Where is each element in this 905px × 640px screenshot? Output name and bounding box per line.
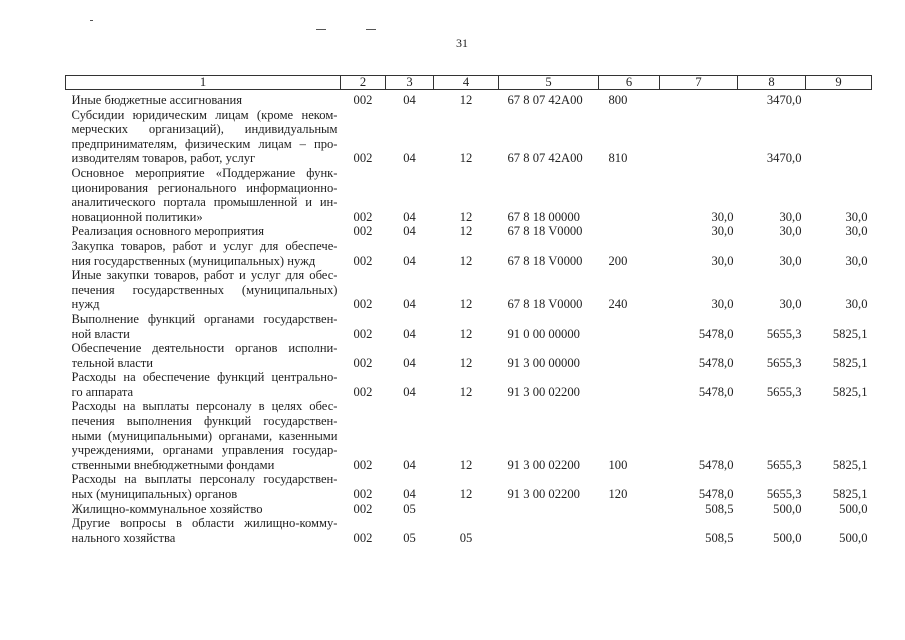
description-line: Выполнение функций органами государствен-	[71, 311, 338, 326]
scan-mark	[90, 20, 93, 21]
column-header-2: 2	[341, 76, 386, 90]
cell-col7	[660, 108, 738, 166]
description-line: Обеспечение деятельности органов исполни-	[71, 341, 338, 356]
description-line: Закупка товаров, работ и услуг для обеспече-	[71, 238, 338, 253]
description-line: ственными внебюджетными фондами	[71, 457, 275, 472]
table-row	[66, 516, 872, 545]
cell-col4: 12	[459, 326, 473, 341]
row-description	[66, 90, 341, 108]
row-description	[66, 502, 341, 517]
cell-col7: 30,0	[711, 253, 734, 268]
description-line: Другие вопросы в области жилищно-комму-	[71, 516, 338, 531]
cell-col9: 5825,1	[832, 457, 868, 472]
cell-col9	[806, 108, 872, 166]
column-header-1: 1	[66, 76, 341, 90]
description-line: тельной власти	[71, 355, 154, 370]
cell-col2: 002	[353, 93, 373, 107]
page-number: 31	[456, 36, 468, 50]
table-row	[66, 399, 872, 472]
cell-col2: 002	[353, 384, 373, 399]
cell-col4: 12	[459, 93, 473, 107]
description-line: Субсидии юридическим лицам (кроме неком-	[71, 107, 338, 122]
cell-col5: 91 0 00 00000	[507, 326, 580, 341]
description-line: аналитического портала промышленной и ин-	[71, 195, 338, 210]
cell-col8: 30,0	[779, 224, 802, 239]
cell-col6	[599, 502, 660, 517]
description-line: Расходы на выплаты персоналу в целях обес-	[71, 399, 338, 414]
cell-col9: 5825,1	[832, 355, 868, 370]
column-header-3: 3	[386, 76, 434, 90]
column-header-7: 7	[660, 76, 738, 90]
table-row	[66, 239, 872, 268]
cell-col3: 04	[403, 224, 416, 239]
description-line: Основное мероприятие «Поддержание функ-	[71, 165, 338, 180]
cell-col4: 05	[459, 530, 473, 545]
cell-col6: 100	[608, 457, 628, 472]
row-description	[66, 399, 341, 472]
table-row	[66, 341, 872, 370]
row-description	[66, 239, 341, 268]
cell-col3: 04	[403, 209, 416, 224]
cell-col7: 5478,0	[698, 487, 734, 502]
cell-col8: 30,0	[779, 253, 802, 268]
cell-col4: 12	[459, 151, 473, 166]
description-line: го аппарата	[71, 384, 134, 399]
cell-col5	[499, 516, 599, 545]
cell-col8: 30,0	[779, 209, 802, 224]
cell-col2: 002	[353, 457, 373, 472]
description-line: нужд	[71, 297, 100, 312]
column-header-6: 6	[599, 76, 660, 90]
table-row	[66, 166, 872, 224]
cell-col3: 05	[403, 501, 416, 516]
description-line: предпринимателям, физическим лицам – про-	[71, 136, 338, 151]
table-row	[66, 90, 872, 108]
description-line: ными (муниципальными) органами, казенными	[71, 428, 338, 443]
cell-col9: 30,0	[845, 224, 868, 239]
cell-col4	[434, 502, 499, 517]
description-line: Расходы на выплаты персоналу государствен-	[71, 472, 338, 487]
description-line: учреждениями, органами управления государ-	[71, 443, 338, 458]
cell-col6: 800	[608, 93, 628, 107]
description-line: печения выполнения функций государствен-	[71, 414, 338, 429]
cell-col5: 67 8 18 V0000	[507, 224, 583, 239]
cell-col5: 67 8 07 42А00	[507, 151, 583, 166]
column-header-9: 9	[806, 76, 872, 90]
cell-col2: 002	[353, 151, 373, 166]
cell-col2: 002	[353, 224, 373, 239]
cell-col4: 12	[459, 297, 473, 312]
table-row	[66, 268, 872, 312]
cell-col7: 5478,0	[698, 457, 734, 472]
cell-col7: 30,0	[711, 224, 734, 239]
cell-col5: 67 8 18 V0000	[507, 297, 583, 312]
cell-col6	[599, 312, 660, 341]
cell-col9: 500,0	[839, 501, 868, 516]
cell-col4: 12	[459, 384, 473, 399]
cell-col8: 5655,3	[766, 355, 802, 370]
cell-col6	[599, 341, 660, 370]
table-row	[66, 370, 872, 399]
cell-col4: 12	[459, 355, 473, 370]
table-row	[66, 472, 872, 501]
description-line: ных (муниципальных) органов	[71, 487, 238, 502]
table-row	[66, 108, 872, 166]
column-header-4: 4	[434, 76, 499, 90]
cell-col2: 002	[353, 297, 373, 312]
column-header-8: 8	[738, 76, 806, 90]
cell-col4: 12	[459, 224, 473, 239]
cell-col3: 04	[403, 384, 416, 399]
cell-col4: 12	[459, 253, 473, 268]
description-line: нального хозяйства	[71, 530, 176, 545]
cell-col2: 002	[353, 487, 373, 502]
cell-col8: 500,0	[773, 530, 802, 545]
cell-col3: 04	[403, 151, 416, 166]
cell-col7: 5478,0	[698, 326, 734, 341]
cell-col9: 30,0	[845, 297, 868, 312]
cell-col3: 04	[403, 355, 416, 370]
cell-col6	[599, 224, 660, 239]
cell-col6	[599, 166, 660, 224]
description-line: изводителям товаров, работ, услуг	[71, 151, 256, 166]
table-row	[66, 502, 872, 517]
cell-col6	[599, 516, 660, 545]
cell-col4: 12	[459, 209, 473, 224]
row-description	[66, 341, 341, 370]
cell-col7: 30,0	[711, 209, 734, 224]
cell-col8: 500,0	[773, 501, 802, 516]
cell-col7: 508,5	[705, 530, 734, 545]
cell-col9: 30,0	[845, 209, 868, 224]
cell-col8: 5655,3	[766, 487, 802, 502]
cell-col8: 5655,3	[766, 457, 802, 472]
cell-col7: 5478,0	[698, 384, 734, 399]
description-line: Жилищно-коммунальное хозяйство	[71, 501, 263, 516]
description-line: Иные бюджетные ассигнования	[71, 93, 243, 107]
cell-col5: 67 8 18 V0000	[507, 253, 583, 268]
cell-col9: 5825,1	[832, 487, 868, 502]
cell-col3: 04	[403, 487, 416, 502]
cell-col7	[660, 90, 738, 108]
cell-col8: 30,0	[779, 297, 802, 312]
cell-col9: 500,0	[839, 530, 868, 545]
row-description	[66, 472, 341, 501]
cell-col8: 5655,3	[766, 326, 802, 341]
cell-col5: 91 3 00 00000	[507, 355, 580, 370]
cell-col7: 508,5	[705, 501, 734, 516]
row-description	[66, 108, 341, 166]
cell-col2: 002	[353, 530, 373, 545]
description-line: мерческих организаций), индивидуальным	[71, 122, 338, 137]
cell-col5: 91 3 00 02200	[507, 384, 580, 399]
cell-col5: 67 8 07 42А00	[507, 93, 583, 107]
scan-mark	[366, 29, 376, 30]
cell-col5: 67 8 18 00000	[507, 209, 580, 224]
cell-col4: 12	[459, 457, 473, 472]
cell-col3: 04	[403, 457, 416, 472]
cell-col2: 002	[353, 501, 373, 516]
column-header-5: 5	[499, 76, 599, 90]
row-description	[66, 312, 341, 341]
cell-col2: 002	[353, 209, 373, 224]
cell-col9: 5825,1	[832, 326, 868, 341]
cell-col3: 04	[403, 253, 416, 268]
cell-col3: 04	[403, 326, 416, 341]
description-line: Расходы на обеспечение функций центрально-	[71, 370, 338, 385]
cell-col8: 3470,0	[766, 151, 802, 166]
cell-col4: 12	[459, 487, 473, 502]
scan-mark	[316, 29, 326, 30]
table-row	[66, 312, 872, 341]
cell-col3: 04	[403, 297, 416, 312]
cell-col5	[499, 502, 599, 517]
row-description	[66, 516, 341, 545]
cell-col6: 120	[608, 487, 628, 502]
cell-col6: 810	[608, 151, 628, 166]
cell-col3: 05	[403, 530, 416, 545]
description-line: Иные закупки товаров, работ и услуг для обес-	[71, 268, 338, 283]
description-line: новационной политики»	[71, 209, 203, 224]
cell-col6: 240	[608, 297, 628, 312]
cell-col2: 002	[353, 355, 373, 370]
description-line: ционирования регионального информационно-	[71, 180, 338, 195]
cell-col9	[806, 90, 872, 108]
description-line: ния государственных (муниципальных) нужд	[71, 253, 316, 268]
description-line: печения государственных (муниципальных)	[71, 282, 338, 297]
row-description	[66, 268, 341, 312]
cell-col9: 5825,1	[832, 384, 868, 399]
row-description	[66, 224, 341, 239]
cell-col8: 5655,3	[766, 384, 802, 399]
cell-col6: 200	[608, 253, 628, 268]
cell-col5: 91 3 00 02200	[507, 487, 580, 502]
row-description	[66, 370, 341, 399]
cell-col5: 91 3 00 02200	[507, 457, 580, 472]
description-line: Реализация основного мероприятия	[71, 224, 265, 239]
cell-col2: 002	[353, 253, 373, 268]
cell-col3: 04	[403, 93, 416, 107]
header-row	[66, 76, 872, 90]
description-line: ной власти	[71, 326, 130, 341]
budget-table	[65, 75, 872, 545]
cell-col8: 3470,0	[766, 93, 802, 107]
row-description	[66, 166, 341, 224]
cell-col2: 002	[353, 326, 373, 341]
cell-col7: 5478,0	[698, 355, 734, 370]
cell-col9: 30,0	[845, 253, 868, 268]
table-row	[66, 224, 872, 239]
cell-col7: 30,0	[711, 297, 734, 312]
cell-col6	[599, 370, 660, 399]
